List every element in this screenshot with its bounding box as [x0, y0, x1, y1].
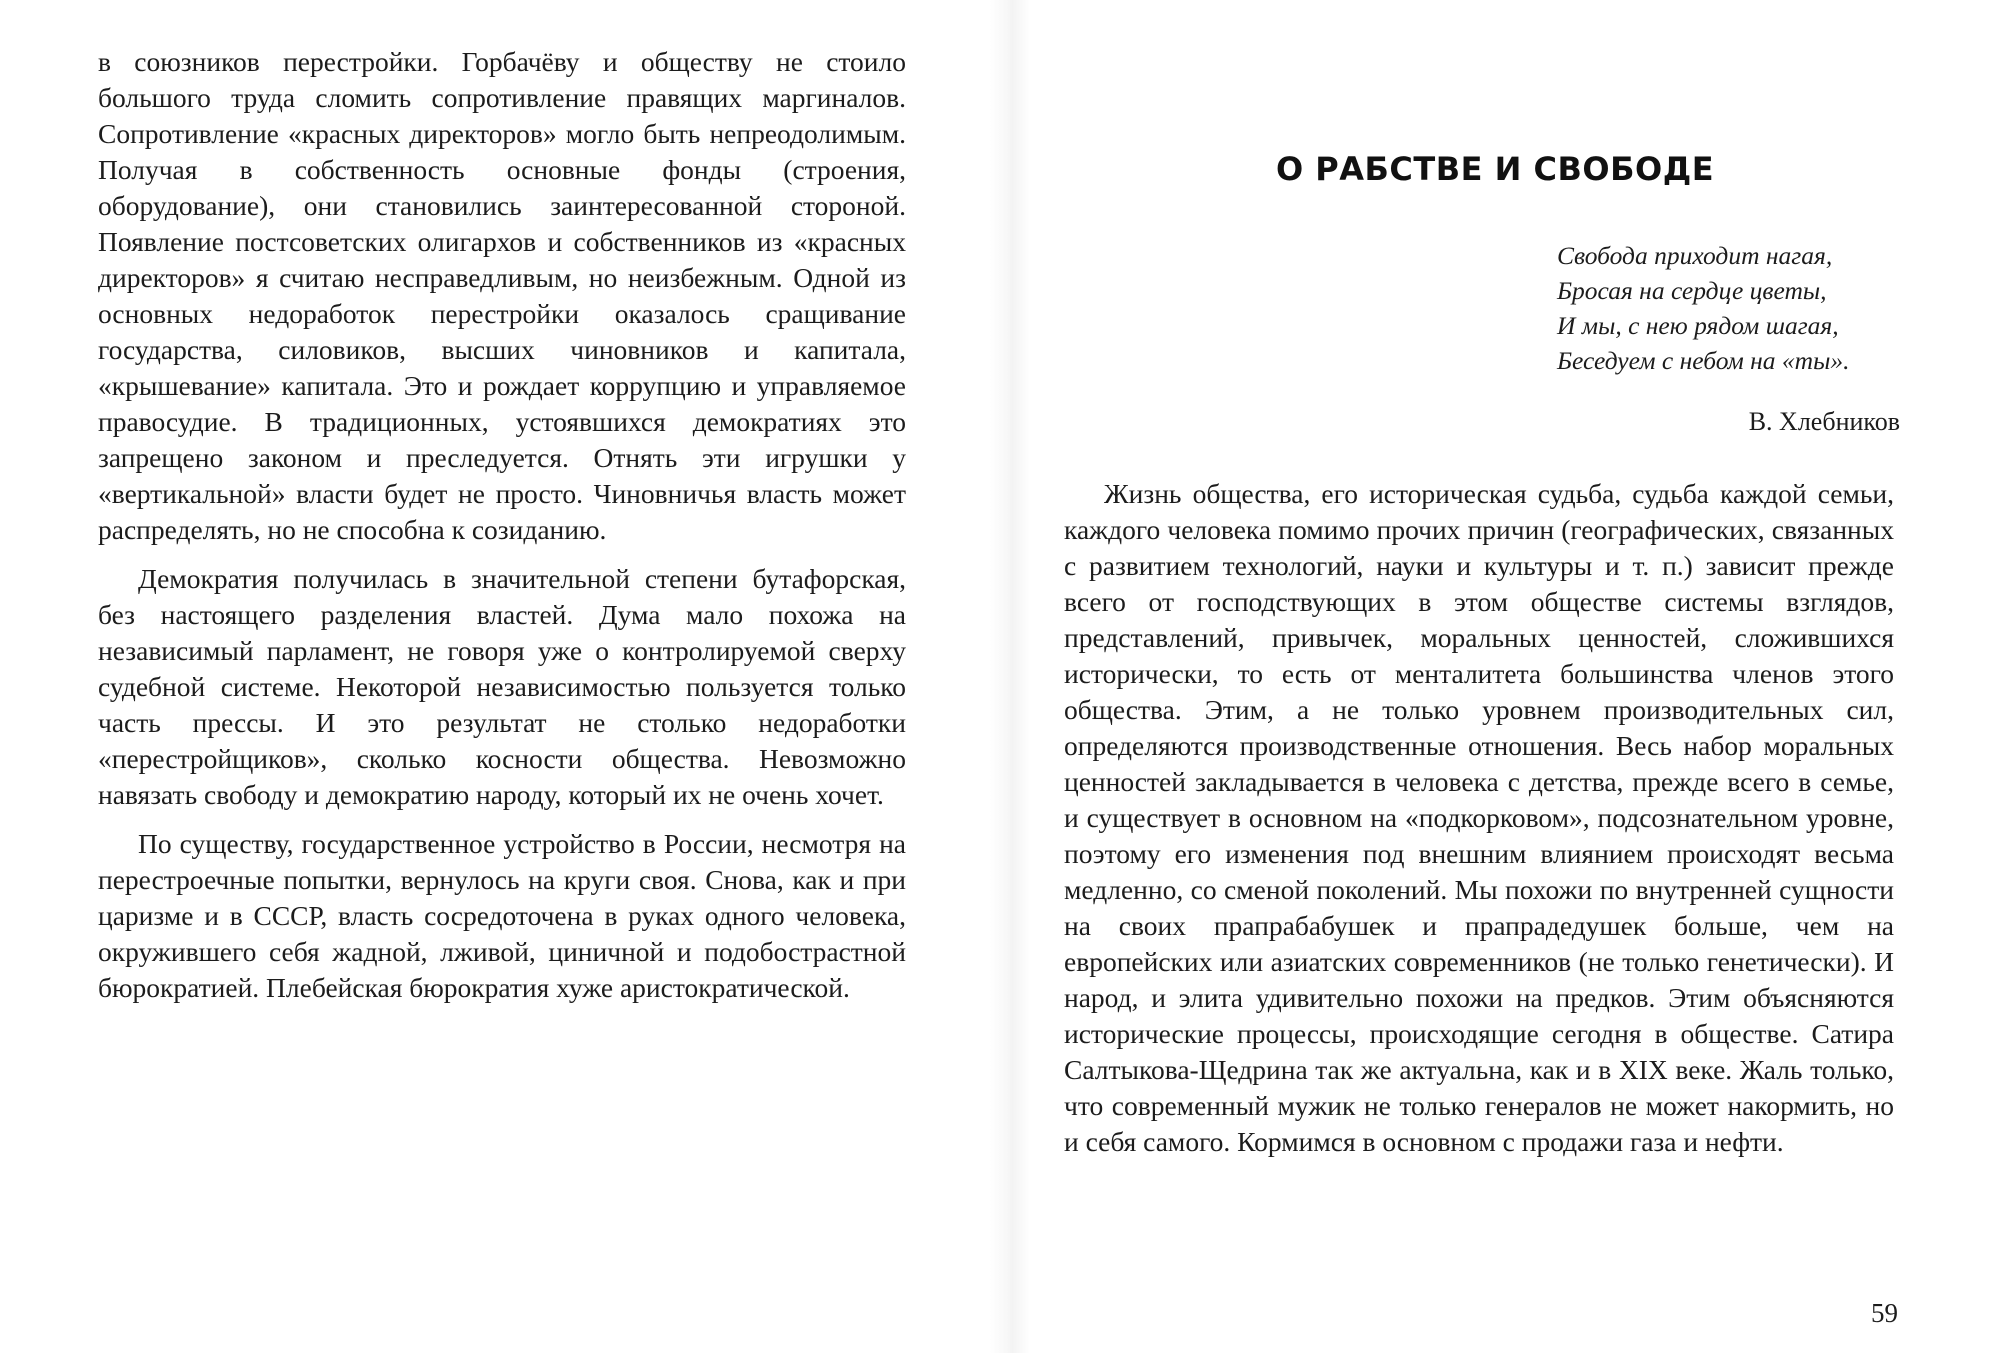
epigraph-line: И мы, с нею рядом шагая, [1557, 311, 1839, 340]
epigraph-author: В. Хлебников [1748, 407, 1900, 436]
body-paragraph: По существу, государственное устройство в России, несмотря на перестроечные попытки, вернулось на круги своя. Снова, как и при царизме и в СССР, власть сосредоточена в руках одного человека, окружившего себя жадной, лживой, циничной и подобострастной бюрократией. Плебейская бюрократия хуже аристократической. [98, 828, 906, 1003]
right-page [1000, 0, 2000, 1353]
body-paragraph: Жизнь общества, его историческая судьба, судьба каждой семьи, каждого человека помимо прочих причин (географических, связанных с развитием технологий, науки и культуры и т. п.) зависит прежде всего от господствующих в этом обществе системы взглядов, представлений, привычек, моральных ценностей, сложившихся исторически, то есть от менталитета большинства членов этого общества. Этим, а не только уровнем производительных сил, определяются производственные отношения. Весь набор моральных ценностей закладывается в человека с детства, прежде всего в семье, и существует в основном на «подкорковом», подсознательном уровне, поэтому его изменения под внешним влиянием происходят весьма медленно, со сменой поколений. Мы похожи по внутренней сущности на своих прапрабабушек и прапрадедушек больше, чем на европейских или азиатских современников (не только генетически). И народ, и элита удивительно похожи на предков. Этим объясняются исторические процессы, происходящие сегодня в обществе. Сатира Салтыкова-Щедрина так же актуальна, как и в XIX веке. Жаль только, что современный мужик не только генералов не может накормить, но и себя самого. Кормимся в основном с продажи газа и нефти. [1064, 478, 1894, 1157]
epigraph-line: Свобода приходит нагая, [1557, 241, 1833, 270]
chapter-title: О РАБСТВЕ И СВОБОДЕ [1275, 150, 1715, 188]
epigraph [1557, 238, 1937, 378]
epigraph-line: Бросая на сердце цветы, [1557, 276, 1827, 305]
right-page-text-column [1064, 476, 1894, 1160]
body-paragraph: в союзников перестройки. Горбачёву и обществу не стоило большого труда сломить сопротивление правящих маргиналов. Сопротивление «красных директоров» могло быть непреодолимым. Получая в собственность основные фонды (строения, оборудование), они становились заинтересованной стороной. Появление постсоветских олигархов и собственников из «красных директоров» я считаю несправедливым, но неизбежным. Одной из основных недоработок перестройки оказалось сращивание государства, силовиков, высших чиновников и капитала, «крышевание» капитала. Это и рождает коррупцию и управляемое правосудие. В традиционных, устоявшихся демократиях это запрещено законом и преследуется. Отнять эти игрушки у «вертикальной» власти будет не просто. Чиновничья власть может распределять, но не способна к созиданию. [98, 46, 906, 545]
left-page-text-column [98, 44, 906, 1006]
body-paragraph: Демократия получилась в значительной степени бутафорская, без настоящего разделения властей. Дума мало похожа на независимый парламент, не говоря уже о контролируемой сверху судебной системе. Некоторой независимостью пользуется только часть прессы. И это результат не столько недоработки «перестройщиков», сколько косности общества. Невозможно навязать свободу и демократию народу, который их не очень хочет. [98, 563, 906, 810]
page-number: 59 [1871, 1298, 1898, 1328]
epigraph-line: Беседуем с небом на «ты». [1557, 346, 1850, 375]
